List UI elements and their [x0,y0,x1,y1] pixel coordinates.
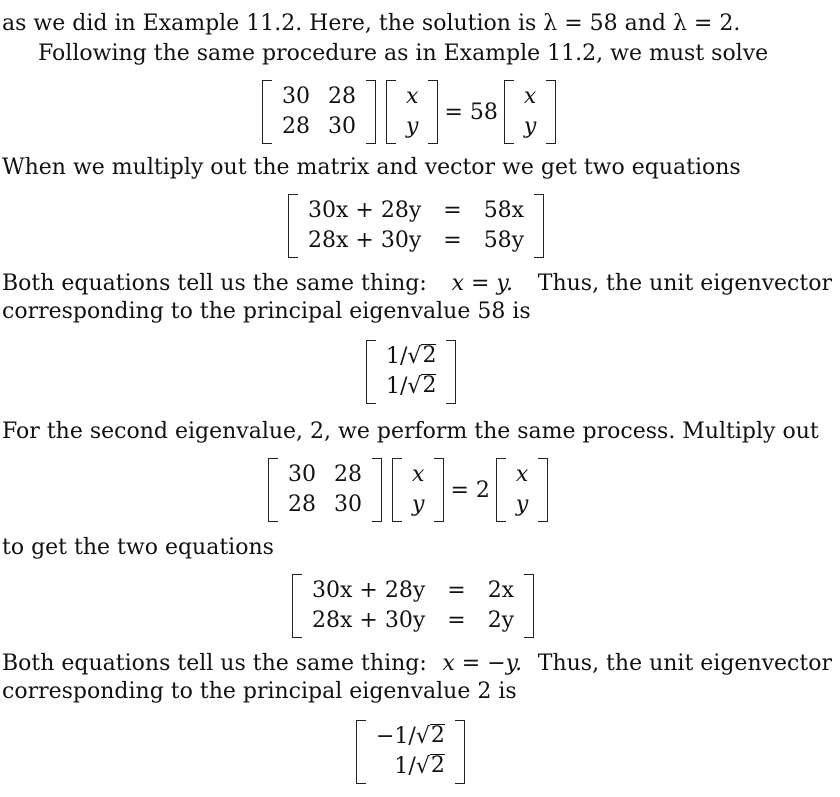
vector-xy: x y [386,80,438,144]
matrix-a: 30 28 28 30 [262,80,376,144]
text-line-4: Both equations tell us the same thing: x = y. Thus, the unit eigenvector [2,271,832,296]
text-line-2: Following the same procedure as in Example 11.2, we must solve [38,41,769,66]
text-line-3: When we multiply out the matrix and vector we get two equations [2,155,741,180]
equation-1 [262,82,556,142]
text-line-1: as we did in Example 11.2. Here, the solution is λ = 58 and λ = 2. [2,11,741,36]
text-line-6: For the second eigenvalue, 2, we perform the same process. Multiply out [2,419,819,444]
eigenvector-1: 1/√ 2 1/√ 2 [366,340,456,404]
text-line-5: corresponding to the principal eigenvalue 58 is [2,299,531,324]
equation-system-1: 30x + 28y = 58x 28x + 30y = 58y [288,196,544,256]
eq-rhs: = 58 [444,99,498,125]
eigenvector-2: −1/√ 2 1/√ 2 [356,720,465,784]
equation-system-2: 30x + 28y = 2x 28x + 30y = 2y [292,576,534,636]
equation-2: 30 28 28 30 x y = 2 x y [268,460,548,520]
vector-xy-rhs: x y [504,80,556,144]
text-line-7: to get the two equations [2,535,274,560]
text-line-9: corresponding to the principal eigenvalue 2 is [2,679,517,704]
text-line-8: Both equations tell us the same thing: x = −y. Thus, the unit eigenvector [2,651,832,676]
